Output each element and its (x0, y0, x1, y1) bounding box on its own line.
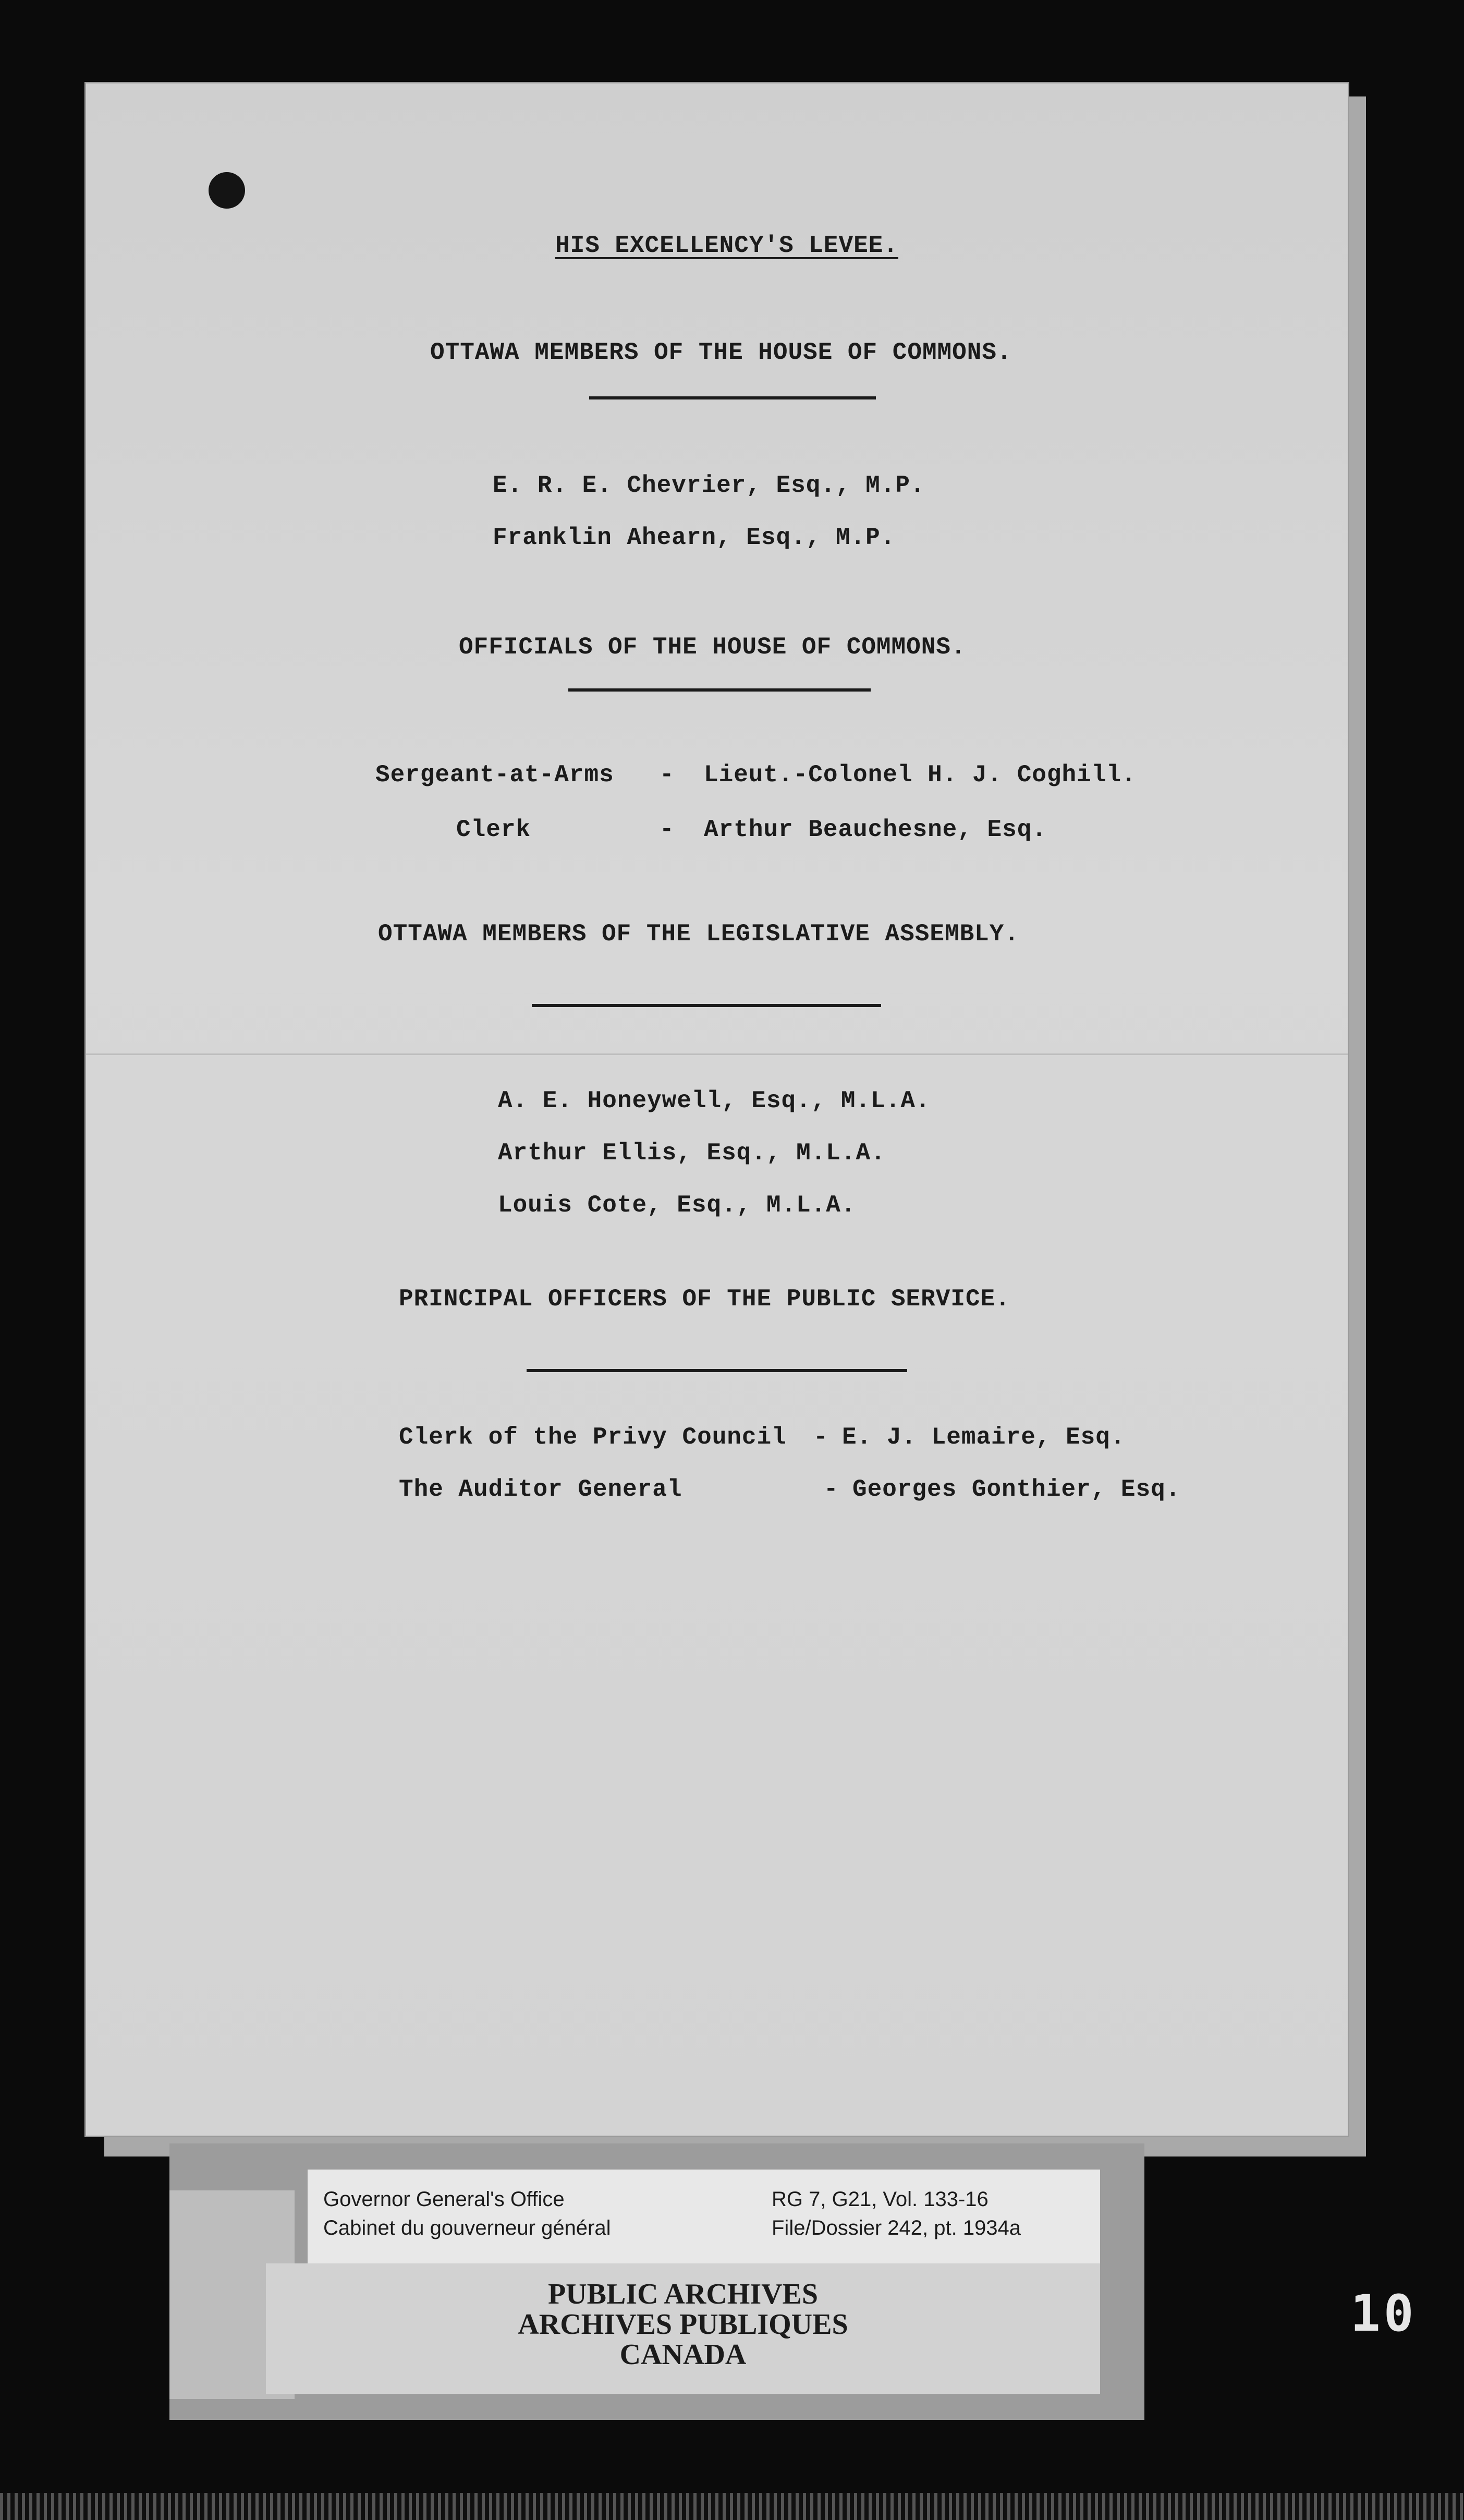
official-role: The Auditor General (399, 1476, 682, 1503)
official-name: E. J. Lemaire, Esq. (842, 1424, 1126, 1451)
section-heading-commons-officials: OFFICIALS OF THE HOUSE OF COMMONS. (459, 634, 966, 661)
record-group-reference: RG 7, G21, Vol. 133-16 (772, 2188, 989, 2211)
member-line: E. R. E. Chevrier, Esq., M.P. (493, 472, 925, 499)
divider-rule (532, 1004, 881, 1007)
stamp-line: CANADA (619, 2339, 747, 2371)
official-role: Sergeant-at-Arms (375, 761, 614, 789)
section-heading-public-service: PRINCIPAL OFFICERS OF THE PUBLIC SERVICE. (399, 1286, 1010, 1313)
film-sprocket-edge (0, 2493, 1464, 2520)
member-line: Arthur Ellis, Esq., M.L.A. (498, 1140, 886, 1167)
official-role: Clerk of the Privy Council (399, 1424, 787, 1451)
stamp-line: ARCHIVES PUBLIQUES (518, 2308, 848, 2341)
office-french: Cabinet du gouverneur général (323, 2216, 611, 2239)
official-separator: - (660, 761, 675, 789)
official-name: Georges Gonthier, Esq. (852, 1476, 1181, 1503)
office-english: Governor General's Office (323, 2188, 565, 2211)
section-heading-legislative-members: OTTAWA MEMBERS OF THE LEGISLATIVE ASSEMBLY. (378, 920, 1019, 948)
punch-hole (209, 172, 245, 209)
fold-line (86, 1053, 1348, 1055)
member-line: Franklin Ahearn, Esq., M.P. (493, 524, 896, 551)
frame-number: 10 (1350, 2284, 1417, 2343)
divider-rule (527, 1369, 907, 1372)
divider-rule (568, 688, 871, 692)
stamp-line: PUBLIC ARCHIVES (547, 2278, 819, 2310)
document-title: HIS EXCELLENCY'S LEVEE. (555, 232, 898, 259)
archive-reference-label (308, 2170, 1100, 2269)
official-role: Clerk (456, 816, 531, 843)
member-line: Louis Cote, Esq., M.L.A. (498, 1192, 856, 1219)
divider-rule (589, 396, 876, 399)
official-name: Lieut.-Colonel H. J. Coghill. (704, 761, 1137, 789)
official-separator: - (813, 1424, 828, 1451)
official-name: Arthur Beauchesne, Esq. (704, 816, 1047, 843)
document-page (86, 83, 1348, 2136)
file-reference: File/Dossier 242, pt. 1934a (772, 2216, 1021, 2239)
public-archives-stamp (266, 2263, 1100, 2394)
official-separator: - (660, 816, 675, 843)
official-separator: - (824, 1476, 839, 1503)
section-heading-commons-members: OTTAWA MEMBERS OF THE HOUSE OF COMMONS. (430, 339, 1012, 366)
member-line: A. E. Honeywell, Esq., M.L.A. (498, 1087, 931, 1114)
